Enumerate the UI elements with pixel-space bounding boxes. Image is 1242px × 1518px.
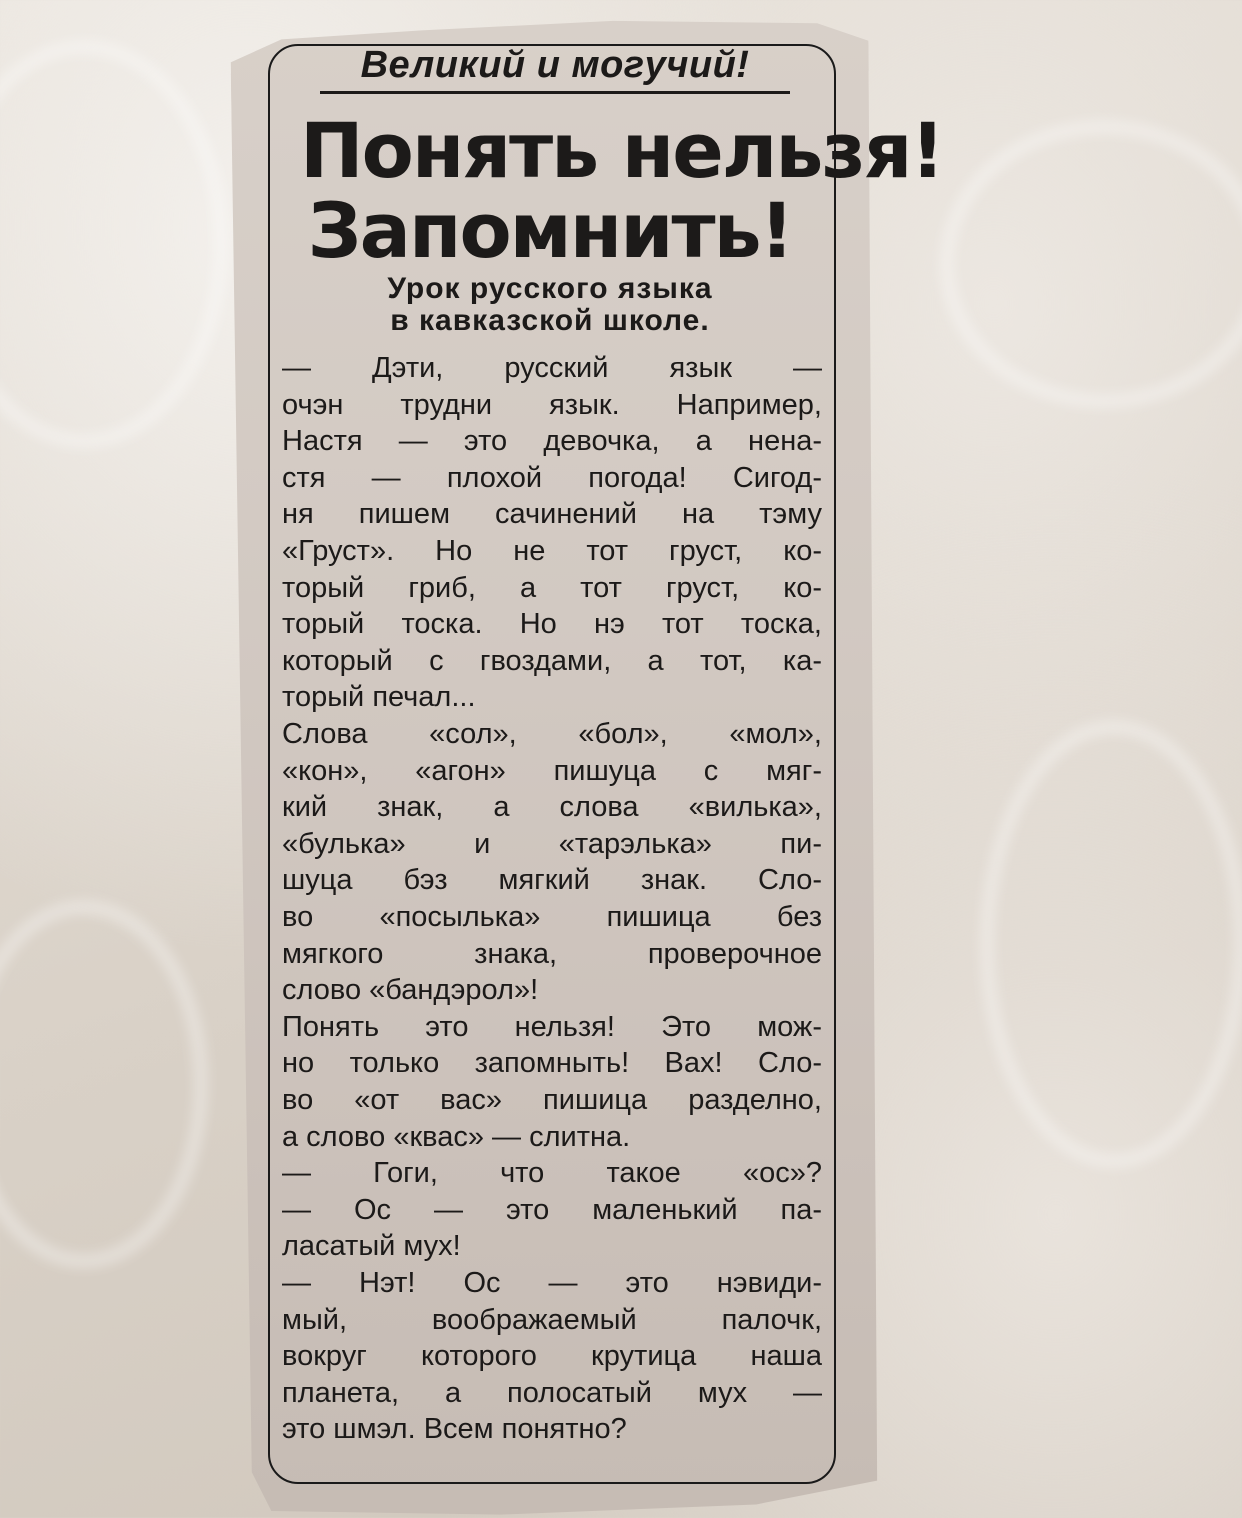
rubric-kicker: Великий и могучий! [320, 44, 790, 94]
damask-ornament [980, 720, 1242, 1168]
article-line: — Гоги, что такое «ос»? [282, 1157, 822, 1190]
article-line: слово «бандэрол»! [282, 974, 539, 1007]
article-line: но только запомныть! Вах! Сло- [282, 1047, 822, 1080]
article-line: мягкого знака, проверочное [282, 937, 822, 970]
article-line: — Нэт! Ос — это нэвиди- [282, 1267, 822, 1299]
article-line: это шмэл. Всем понятно? [282, 1413, 627, 1446]
article-line: — Дэти, русский язык — [282, 352, 822, 384]
article-line: Настя — это девочка, а нена- [282, 425, 822, 458]
article-line: — Ос — это маленький па- [282, 1193, 822, 1226]
damask-ornament [0, 900, 208, 1268]
article-line: торый тоска. Но нэ тот тоска, [282, 608, 822, 641]
article-line: Понять это нельзя! Это мож- [282, 1010, 822, 1043]
article-line: кий знак, а слова «вилька», [282, 791, 822, 824]
headline-line: Запомнить! [307, 186, 793, 275]
subtitle-line: в кавказской школе. [390, 304, 710, 337]
article-line: стя — плохой погода! Сигод- [282, 461, 822, 494]
article-line: планета, а полосатый мух — [282, 1376, 822, 1409]
headline-line: Понять нельзя! [300, 106, 944, 195]
article-line: Слова «сол», «бол», «мол», [282, 718, 822, 750]
article-line: мый, воображаемый палочк, [282, 1303, 822, 1336]
article-line: «Груст». Но не тот груст, ко- [282, 535, 822, 567]
article-line: ласатый мух! [282, 1230, 461, 1263]
article-line: торый гриб, а тот груст, ко- [282, 571, 822, 604]
article-line: торый печал... [282, 681, 476, 714]
article-line: вокруг которого крутица наша [282, 1340, 822, 1373]
article-line: а слово «квас» — слитна. [282, 1120, 631, 1153]
subtitle-line: Урок русского языка [387, 272, 713, 305]
article-line: ня пишем сачинений на тэму [282, 498, 822, 531]
damask-ornament [0, 40, 228, 448]
article-line: «кон», «агон» пишуца с мяг- [282, 754, 822, 787]
article-line: шуца бэз мягкий знак. Сло- [282, 864, 822, 897]
article-line: во «от вас» пишица разделно, [282, 1084, 822, 1116]
damask-ornament [940, 120, 1242, 408]
article-line: во «посылька» пишица без [282, 901, 822, 933]
article-line: «булька» и «тарэлька» пи- [282, 827, 822, 860]
article-line: который с гвоздами, а тот, ка- [282, 644, 822, 677]
article-line: очэн трудни язык. Например, [282, 388, 822, 421]
